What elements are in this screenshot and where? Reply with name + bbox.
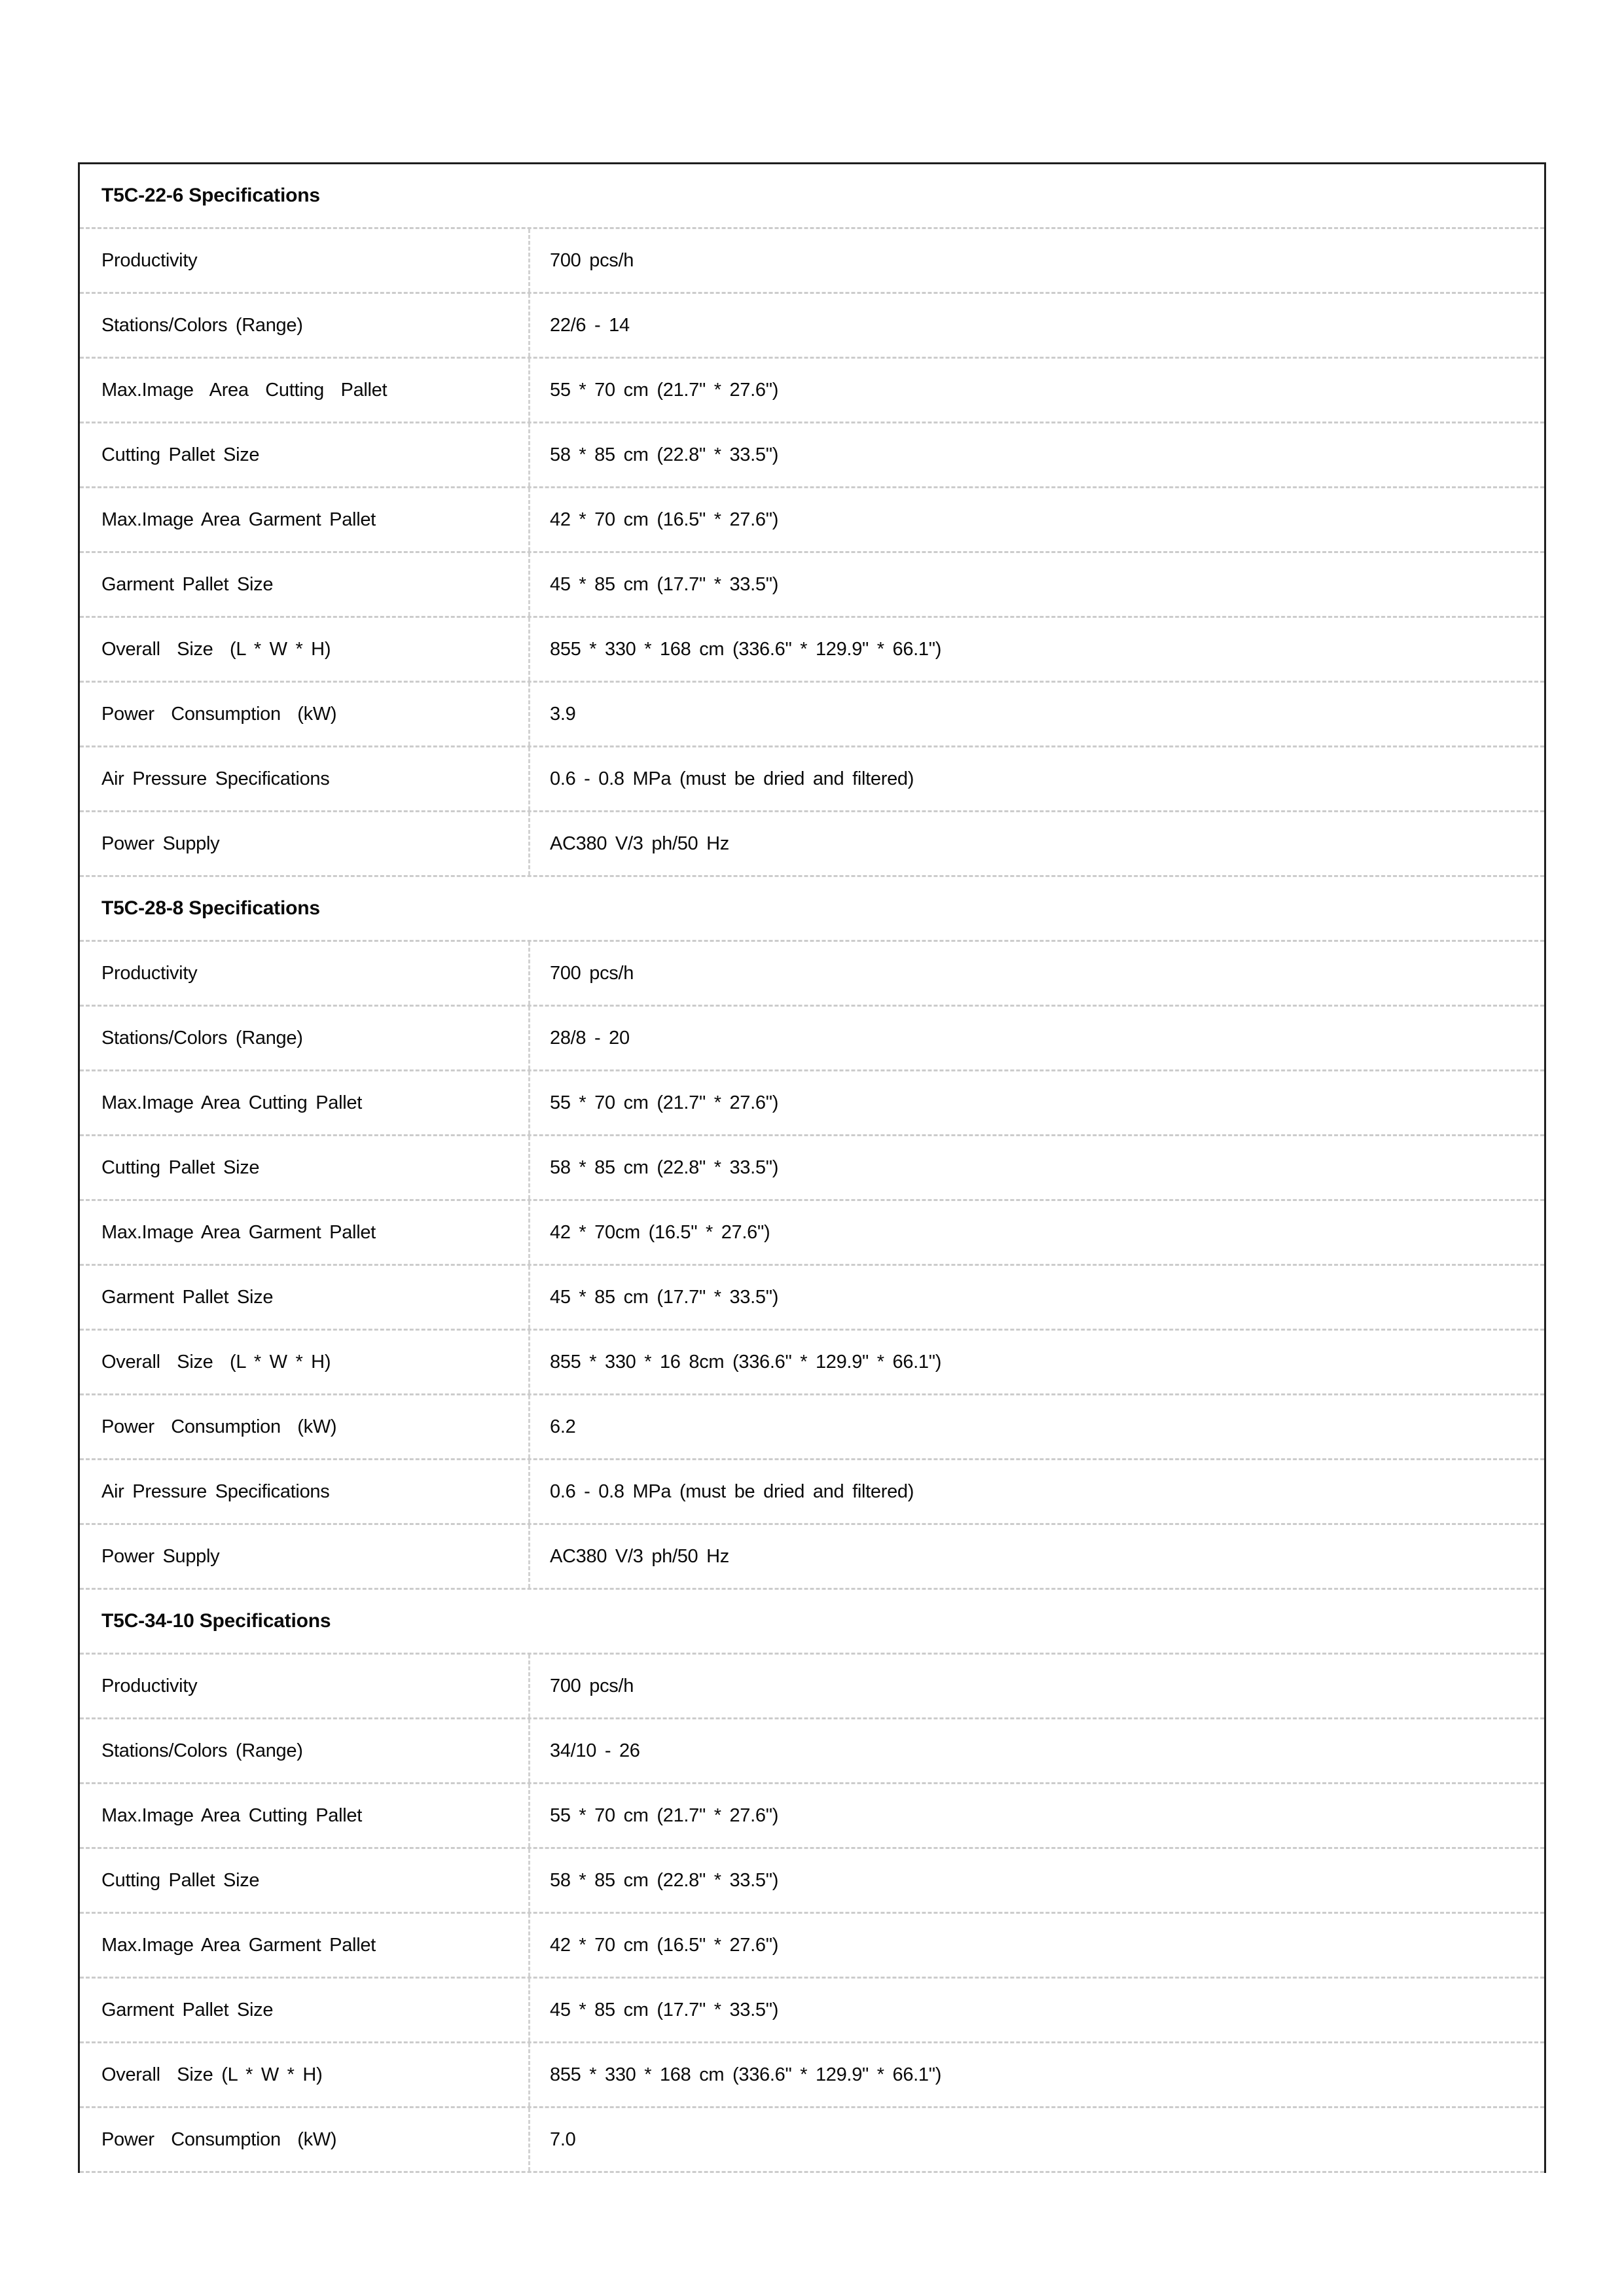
- spec-row: [80, 618, 1544, 683]
- spec-value: 7.0: [550, 2128, 576, 2150]
- spec-row: [80, 1525, 1544, 1590]
- spec-label: Power Consumption (kW): [80, 1395, 530, 1458]
- spec-value: 0.6 - 0.8 MPa (must be dried and filtered): [550, 1480, 914, 1502]
- spec-label: Cutting Pallet Size: [80, 423, 530, 486]
- spec-value: 22/6 - 14: [550, 314, 630, 336]
- section-title: T5C-34-10 Specifications: [101, 1610, 331, 1632]
- spec-label: Overall Size (L * W * H): [80, 618, 530, 681]
- spec-label: Power Consumption (kW): [80, 2108, 530, 2171]
- spec-value: 58 * 85 cm (22.8" * 33.5"): [550, 1869, 779, 1891]
- spec-label: Stations/Colors (Range): [80, 1007, 530, 1069]
- spec-label: Productivity: [80, 942, 530, 1005]
- spec-value: 855 * 330 * 168 cm (336.6" * 129.9" * 66.1"): [550, 638, 942, 660]
- spec-value: AC380 V/3 ph/50 Hz: [550, 833, 729, 854]
- spec-row: [80, 229, 1544, 294]
- spec-value: 42 * 70 cm (16.5" * 27.6"): [550, 509, 779, 530]
- spec-row: [80, 1719, 1544, 1784]
- spec-row: [80, 1266, 1544, 1331]
- spec-row: [80, 2043, 1544, 2108]
- spec-row: [80, 1849, 1544, 1914]
- spec-value: 3.9: [550, 703, 576, 725]
- spec-row: [80, 553, 1544, 618]
- spec-row: [80, 488, 1544, 553]
- spec-label: Power Supply: [80, 812, 530, 875]
- spec-label: Cutting Pallet Size: [80, 1136, 530, 1199]
- section-title: T5C-28-8 Specifications: [101, 897, 320, 919]
- spec-value: 42 * 70 cm (16.5" * 27.6"): [550, 1934, 779, 1956]
- spec-value: 45 * 85 cm (17.7" * 33.5"): [550, 1286, 779, 1308]
- spec-value: 6.2: [550, 1416, 576, 1437]
- spec-row: [80, 942, 1544, 1007]
- spec-label: Overall Size (L * W * H): [80, 2043, 530, 2106]
- section-header: [80, 164, 1544, 229]
- spec-row: [80, 1136, 1544, 1201]
- spec-row: [80, 1914, 1544, 1979]
- spec-row: [80, 747, 1544, 812]
- spec-label: Max.Image Area Garment Pallet: [80, 488, 530, 551]
- spec-row: [80, 1071, 1544, 1136]
- spec-value: 855 * 330 * 16 8cm (336.6" * 129.9" * 66.1"): [550, 1351, 942, 1372]
- spec-row: [80, 1201, 1544, 1266]
- spec-label: Productivity: [80, 1655, 530, 1717]
- spec-value: 58 * 85 cm (22.8" * 33.5"): [550, 1157, 779, 1178]
- spec-label: Productivity: [80, 229, 530, 292]
- spec-label: Air Pressure Specifications: [80, 1460, 530, 1523]
- spec-label: Garment Pallet Size: [80, 1266, 530, 1329]
- spec-value: 55 * 70 cm (21.7" * 27.6"): [550, 379, 779, 401]
- spec-label: Max.Image Area Cutting Pallet: [80, 1784, 530, 1847]
- spec-value: 55 * 70 cm (21.7" * 27.6"): [550, 1092, 779, 1113]
- spec-label: Max.Image Area Garment Pallet: [80, 1914, 530, 1977]
- spec-label: Stations/Colors (Range): [80, 1719, 530, 1782]
- spec-label: Max.Image Area Garment Pallet: [80, 1201, 530, 1264]
- spec-label: Stations/Colors (Range): [80, 294, 530, 357]
- spec-value: 45 * 85 cm (17.7" * 33.5"): [550, 1999, 779, 2020]
- spec-value: 45 * 85 cm (17.7" * 33.5"): [550, 573, 779, 595]
- spec-label: Air Pressure Specifications: [80, 747, 530, 810]
- spec-row: [80, 294, 1544, 359]
- spec-label: Max.Image Area Cutting Pallet: [80, 359, 530, 422]
- spec-label: Power Supply: [80, 1525, 530, 1588]
- spec-value: 55 * 70 cm (21.7" * 27.6"): [550, 1804, 779, 1826]
- spec-label: Cutting Pallet Size: [80, 1849, 530, 1912]
- spec-value: 58 * 85 cm (22.8" * 33.5"): [550, 444, 779, 465]
- section-header: [80, 1590, 1544, 1655]
- spec-row: [80, 812, 1544, 877]
- spec-label: Garment Pallet Size: [80, 553, 530, 616]
- section-title: T5C-22-6 Specifications: [101, 185, 320, 206]
- spec-row: [80, 1395, 1544, 1460]
- spec-row: [80, 1979, 1544, 2043]
- spec-value: 700 pcs/h: [550, 962, 634, 984]
- spec-row: [80, 1784, 1544, 1849]
- spec-label: Overall Size (L * W * H): [80, 1331, 530, 1393]
- spec-label: Garment Pallet Size: [80, 1979, 530, 2041]
- spec-value: 28/8 - 20: [550, 1027, 630, 1049]
- section-header: [80, 877, 1544, 942]
- spec-value: 855 * 330 * 168 cm (336.6" * 129.9" * 66.1"): [550, 2064, 942, 2085]
- spec-value: 700 pcs/h: [550, 1675, 634, 1696]
- spec-row: [80, 1007, 1544, 1071]
- spec-row: [80, 1460, 1544, 1525]
- spec-row: [80, 2108, 1544, 2173]
- spec-row: [80, 359, 1544, 423]
- spec-value: 700 pcs/h: [550, 249, 634, 271]
- spec-row: [80, 1331, 1544, 1395]
- spec-value: 42 * 70cm (16.5" * 27.6"): [550, 1221, 770, 1243]
- spec-row: [80, 1655, 1544, 1719]
- spec-row: [80, 683, 1544, 747]
- spec-row: [80, 423, 1544, 488]
- spec-value: 0.6 - 0.8 MPa (must be dried and filtered): [550, 768, 914, 789]
- spec-table: [78, 162, 1546, 2173]
- spec-label: Max.Image Area Cutting Pallet: [80, 1071, 530, 1134]
- spec-value: 34/10 - 26: [550, 1740, 640, 1761]
- spec-value: AC380 V/3 ph/50 Hz: [550, 1545, 729, 1567]
- spec-label: Power Consumption (kW): [80, 683, 530, 745]
